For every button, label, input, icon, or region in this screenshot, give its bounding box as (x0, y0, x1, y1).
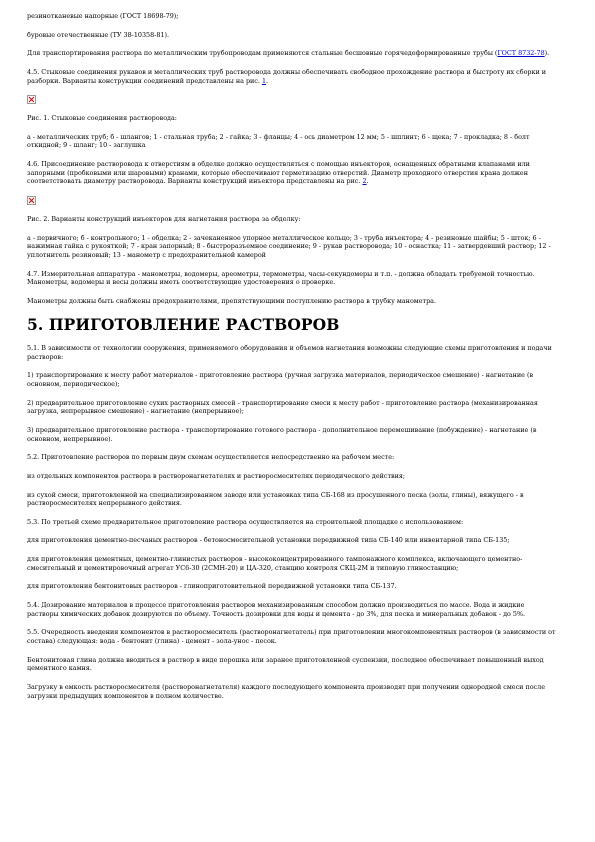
paragraph-5-4: 5.4. Дозирование материалов в процессе приготовления растворов механизированным способом должно производиться по массе. Вода и жидкие растворы химических добавок дозируются по объему. Точность дозировки для воды и цемента - до 3%, для песка и минеральных добавок - до 5%. (27, 601, 526, 618)
para-4-5-text: 4.5. Стыковые соединения рукавов и металлических труб растворовода должны обеспечивать свободное прохождение раствора и быстроту их сборки и разборки. Варианты конструкции соединений представлены на рис. (27, 67, 547, 85)
section-title: 5. ПРИГОТОВЛЕНИЕ РАСТВОРОВ (27, 314, 340, 334)
paragraph-5-2-a: из отдельных компонентов раствора в растворонагнетателях и растворосмесителях периодического действия; (27, 471, 406, 480)
broken-image-icon (27, 196, 36, 205)
broken-image-icon (27, 95, 36, 104)
para-4-5-tail: . (266, 76, 269, 85)
figure-2-link[interactable]: 2 (362, 177, 367, 186)
metal-pipes-tail: ). (544, 49, 550, 58)
paragraph-loading-order: Загрузку в емкость растворосмесителя (растворонагнетателя) каждого последующего компонента производят при получении однородной смеси после загрузки предыдущих компонентов в полном количестве. (27, 682, 545, 700)
figure-1-legend: а - металлических труб; б - шлангов; 1 - стальная труба; 2 - гайка; 3 - фланцы; 4 - ось диаметром 12 мм; 5 - шплинт; 6 - щека; 7 - прокладка; 8 - болт откидной; 9 - шланг; 10 - заглушка (27, 132, 530, 150)
gost-8732-link[interactable]: ГОСТ 8732-78 (497, 49, 545, 58)
paragraph-4-7: 4.7. Измерительная аппаратура - манометры, водомеры, ареометры, термометры, часы-секундомеры и т.п. - должна обладать требуемой точностью. Манометры, водомеры и весы должны иметь соответствующие удостоверения о проверке. (27, 269, 535, 287)
para-4-6-tail: . (366, 177, 369, 186)
paragraph-4-5 (27, 68, 557, 85)
paragraph-manometers: Манометры должны быть снабжены предохранителями, препятствующими поступлению раствора в трубку манометра. (27, 296, 437, 305)
paragraph-5-3-b: для приготовления цементных, цементно-глинистых растворов - высококонцентрированного тампонажного комплекса, включающего цементно-смесительный и цементировочный агрегат УС6-30 (2СМН-20) и ЦА-320, станцию контроля СКЦ-2М и типовую глиностанцию; (27, 555, 523, 572)
figure-1-link[interactable]: 1 (261, 76, 267, 85)
para-4-6-text: 4.6. Присоединение растворовода к отверстиям в обделке должно осуществляться с помощью инъекторов, оснащенных обратными клапанами или запорными (пробковыми или шаровыми) кранами, которые обеспечивают герметизацию отверстий. Диаметр проходного отверстия крана должен соответствовать диаметру растворовода. Варианты конструкций инъектора представлены на рис. (27, 160, 530, 186)
paragraph-5-3-a: для приготовления цементно-песчаных растворов - бетоносмесительной установки передвижной типа СБ-140 или инвентарной типа СБ-135; (27, 536, 510, 545)
paragraph-hose-gost: резинотканевые напорные (ГОСТ 18698-79); (27, 12, 179, 20)
paragraph-5-1: 5.1. В зависимости от технологии сооружения, применяемого оборудования и объемов нагнетания возможны следующие схемы приготовления и подачи растворов: (27, 344, 552, 361)
figure-2-legend: а - первичного; б - контрольного; 1 - обделка; 2 - зачеканенное упорное металлическое кольцо; 3 - труба инъектора; 4 - резиновые шайбы; 5 - шток; 6 - нажимная гайка с рукояткой; 7 - кран запорный; 8 - быстроразъемное соединение; 9 - рукав растворовода; 10 - оснастка; 11 - затвердевший раствор; 12 - уплотнитель резиновый; 13 - манометр с предохранительной камерой (27, 233, 551, 259)
paragraph-drill-hoses: буровые отечественные (ТУ 38-10358-81). (27, 30, 169, 39)
paragraph-5-5: 5.5. Очередность введения компонентов в растворосмеситель (растворонагнетатель) при приготовлении многокомпонентных растворов (в зависимости от состава) следующая: вода - бентонит (глина) - цемент - зола-унос - песок. (27, 628, 556, 645)
metal-pipes-text: Для транспортирования раствора по металлическим трубопроводам применяются стальные бесшовные горячедеформированные трубы ( (27, 49, 498, 58)
paragraph-metal-pipes (27, 49, 557, 58)
figure-2-caption: Рис. 2. Варианты конструкций инъекторов для нагнетания раствора за обделку: (27, 215, 301, 224)
figure-1-caption: Рис. 1. Стыковые соединения растворовода: (27, 114, 177, 123)
scheme-item-1: 1) транспортирование к месту работ материалов - приготовление раствора (ручная загрузка материалов, периодическое смешение) - нагнетание (в основном, периодическое); (27, 371, 534, 389)
paragraph-5-3-c: для приготовления бентонитовых растворов - глиноприготовительной передвижной установки типа СБ-137. (27, 582, 397, 591)
paragraph-5-2: 5.2. Приготовление растворов по первым двум схемам осуществляется непосредственно на рабочем месте: (27, 453, 395, 462)
paragraph-bentonite: Бентонитовая глина должна вводиться в раствор в виде порошка или заранее приготовленной суспензии, последнее обеспечивает повышенный выход цементного камня. (27, 655, 544, 673)
scheme-item-2: 2) предварительное приготовление сухих растворных смесей - транспортирование смеси к месту работ - приготовление раствора (механизированная загрузка, непрерывное смешение) - нагнетание (непрерывное); (27, 398, 538, 416)
scheme-item-3: 3) предварительное приготовление раствора - транспортирование готового раствора - дополнительное перемешивание (побуждение) - нагнетание (в основном, непрерывное). (27, 425, 537, 443)
paragraph-5-3: 5.3. По третьей схеме предварительное приготовление раствора осуществляется на строительной площадке с использованием: (27, 517, 464, 526)
paragraph-5-2-b: из сухой смеси, приготовленной на специализированном заводе или установках типа СБ-168 из просушенного песка (золы, глины), вяжущего - в растворосмесителях непрерывного действия. (27, 490, 524, 508)
paragraph-4-6 (27, 160, 557, 186)
